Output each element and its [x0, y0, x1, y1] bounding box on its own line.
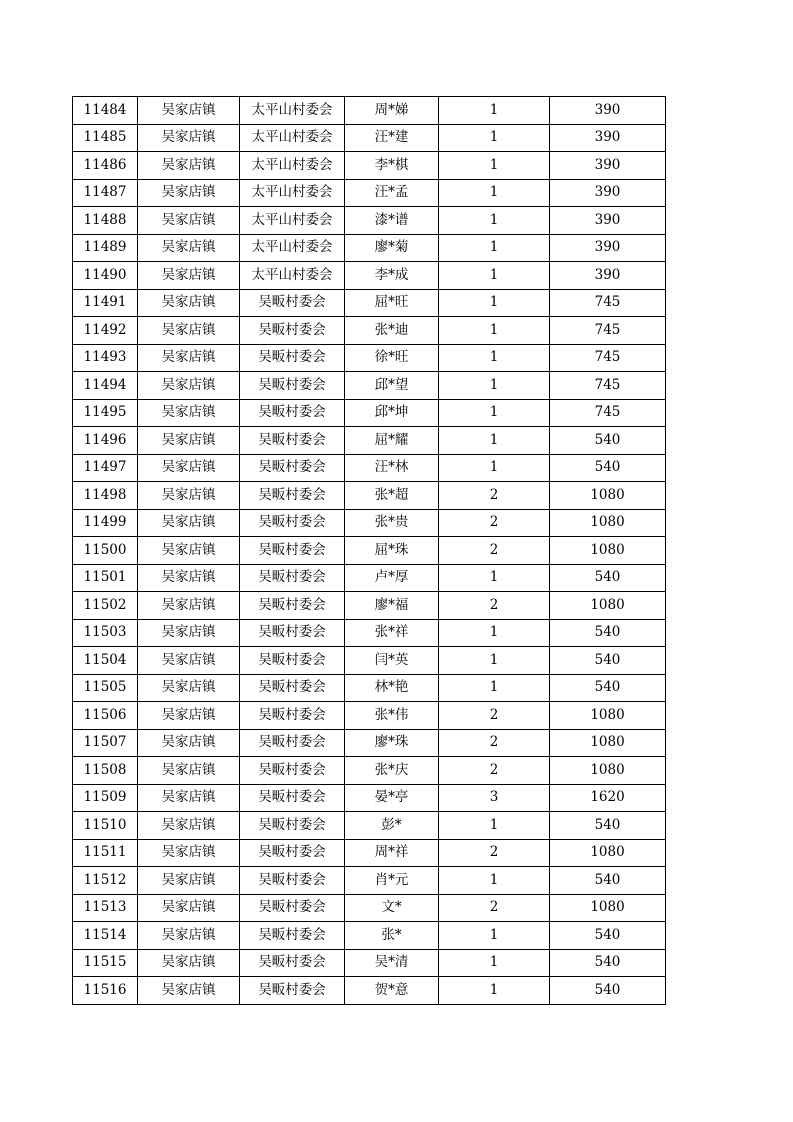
- row-id-cell: 11515: [73, 949, 138, 977]
- row-id-cell: 11488: [73, 207, 138, 235]
- row-id-cell: 11495: [73, 399, 138, 427]
- town-cell: 吴家店镇: [138, 207, 240, 235]
- village-cell: 吴畈村委会: [240, 674, 345, 702]
- village-cell: 吴畈村委会: [240, 784, 345, 812]
- table-row: [73, 399, 666, 427]
- town-cell: 吴家店镇: [138, 234, 240, 262]
- town-cell: 吴家店镇: [138, 784, 240, 812]
- village-cell: 太平山村委会: [240, 234, 345, 262]
- name-cell: 廖*菊: [345, 234, 439, 262]
- town-cell: 吴家店镇: [138, 179, 240, 207]
- count-cell: 2: [439, 702, 550, 730]
- amount-cell: 390: [550, 152, 666, 180]
- name-cell: 徐*旺: [345, 344, 439, 372]
- town-cell: 吴家店镇: [138, 399, 240, 427]
- count-cell: 1: [439, 867, 550, 895]
- name-cell: 张*超: [345, 482, 439, 510]
- count-cell: 1: [439, 619, 550, 647]
- name-cell: 屈*旺: [345, 289, 439, 317]
- town-cell: 吴家店镇: [138, 757, 240, 785]
- name-cell: 吴*清: [345, 949, 439, 977]
- table-row: [73, 757, 666, 785]
- town-cell: 吴家店镇: [138, 124, 240, 152]
- amount-cell: 390: [550, 124, 666, 152]
- town-cell: 吴家店镇: [138, 619, 240, 647]
- table-row: [73, 124, 666, 152]
- village-cell: 吴畈村委会: [240, 894, 345, 922]
- count-cell: 2: [439, 482, 550, 510]
- amount-cell: 1080: [550, 757, 666, 785]
- amount-cell: 1080: [550, 894, 666, 922]
- row-id-cell: 11512: [73, 867, 138, 895]
- town-cell: 吴家店镇: [138, 344, 240, 372]
- name-cell: 张*: [345, 922, 439, 950]
- town-cell: 吴家店镇: [138, 839, 240, 867]
- village-cell: 太平山村委会: [240, 152, 345, 180]
- row-id-cell: 11513: [73, 894, 138, 922]
- village-cell: 吴畈村委会: [240, 922, 345, 950]
- table-row: [73, 509, 666, 537]
- row-id-cell: 11499: [73, 509, 138, 537]
- village-cell: 吴畈村委会: [240, 949, 345, 977]
- row-id-cell: 11492: [73, 317, 138, 345]
- row-id-cell: 11501: [73, 564, 138, 592]
- table-row: [73, 592, 666, 620]
- table-row: [73, 152, 666, 180]
- town-cell: 吴家店镇: [138, 509, 240, 537]
- name-cell: 张*贵: [345, 509, 439, 537]
- village-cell: 太平山村委会: [240, 179, 345, 207]
- count-cell: 1: [439, 454, 550, 482]
- name-cell: 李*成: [345, 262, 439, 290]
- count-cell: 1: [439, 124, 550, 152]
- amount-cell: 540: [550, 674, 666, 702]
- town-cell: 吴家店镇: [138, 812, 240, 840]
- count-cell: 1: [439, 399, 550, 427]
- village-cell: 吴畈村委会: [240, 702, 345, 730]
- records-table-body: [73, 97, 666, 1005]
- count-cell: 1: [439, 564, 550, 592]
- row-id-cell: 11516: [73, 977, 138, 1005]
- town-cell: 吴家店镇: [138, 922, 240, 950]
- village-cell: 吴畈村委会: [240, 509, 345, 537]
- table-row: [73, 564, 666, 592]
- name-cell: 闫*英: [345, 647, 439, 675]
- row-id-cell: 11489: [73, 234, 138, 262]
- village-cell: 吴畈村委会: [240, 839, 345, 867]
- village-cell: 吴畈村委会: [240, 977, 345, 1005]
- table-row: [73, 674, 666, 702]
- count-cell: 2: [439, 537, 550, 565]
- amount-cell: 540: [550, 949, 666, 977]
- count-cell: 1: [439, 317, 550, 345]
- town-cell: 吴家店镇: [138, 647, 240, 675]
- village-cell: 吴畈村委会: [240, 592, 345, 620]
- amount-cell: 1080: [550, 702, 666, 730]
- count-cell: 2: [439, 839, 550, 867]
- table-row: [73, 427, 666, 455]
- amount-cell: 540: [550, 454, 666, 482]
- count-cell: 2: [439, 729, 550, 757]
- table-row: [73, 894, 666, 922]
- village-cell: 吴畈村委会: [240, 537, 345, 565]
- name-cell: 邱*坤: [345, 399, 439, 427]
- village-cell: 吴畈村委会: [240, 317, 345, 345]
- name-cell: 周*娣: [345, 97, 439, 125]
- row-id-cell: 11507: [73, 729, 138, 757]
- name-cell: 张*伟: [345, 702, 439, 730]
- town-cell: 吴家店镇: [138, 372, 240, 400]
- amount-cell: 745: [550, 289, 666, 317]
- count-cell: 1: [439, 289, 550, 317]
- table-row: [73, 289, 666, 317]
- table-row: [73, 729, 666, 757]
- table-row: [73, 179, 666, 207]
- name-cell: 彭*: [345, 812, 439, 840]
- name-cell: 汪*建: [345, 124, 439, 152]
- row-id-cell: 11504: [73, 647, 138, 675]
- name-cell: 晏*亭: [345, 784, 439, 812]
- amount-cell: 1620: [550, 784, 666, 812]
- village-cell: 太平山村委会: [240, 207, 345, 235]
- town-cell: 吴家店镇: [138, 97, 240, 125]
- name-cell: 张*祥: [345, 619, 439, 647]
- amount-cell: 1080: [550, 537, 666, 565]
- amount-cell: 390: [550, 179, 666, 207]
- village-cell: 太平山村委会: [240, 124, 345, 152]
- row-id-cell: 11497: [73, 454, 138, 482]
- amount-cell: 390: [550, 234, 666, 262]
- town-cell: 吴家店镇: [138, 702, 240, 730]
- table-row: [73, 537, 666, 565]
- amount-cell: 745: [550, 372, 666, 400]
- row-id-cell: 11498: [73, 482, 138, 510]
- table-row: [73, 812, 666, 840]
- amount-cell: 1080: [550, 592, 666, 620]
- name-cell: 张*庆: [345, 757, 439, 785]
- count-cell: 1: [439, 949, 550, 977]
- row-id-cell: 11485: [73, 124, 138, 152]
- records-table: [72, 96, 666, 1005]
- town-cell: 吴家店镇: [138, 564, 240, 592]
- name-cell: 文*: [345, 894, 439, 922]
- name-cell: 卢*厚: [345, 564, 439, 592]
- count-cell: 2: [439, 509, 550, 537]
- village-cell: 吴畈村委会: [240, 399, 345, 427]
- name-cell: 邱*望: [345, 372, 439, 400]
- amount-cell: 540: [550, 977, 666, 1005]
- village-cell: 太平山村委会: [240, 262, 345, 290]
- table-row: [73, 949, 666, 977]
- count-cell: 1: [439, 647, 550, 675]
- amount-cell: 1080: [550, 482, 666, 510]
- row-id-cell: 11510: [73, 812, 138, 840]
- village-cell: 吴畈村委会: [240, 647, 345, 675]
- table-row: [73, 454, 666, 482]
- name-cell: 林*艳: [345, 674, 439, 702]
- town-cell: 吴家店镇: [138, 674, 240, 702]
- table-row: [73, 922, 666, 950]
- town-cell: 吴家店镇: [138, 949, 240, 977]
- table-row: [73, 482, 666, 510]
- count-cell: 1: [439, 234, 550, 262]
- village-cell: 吴畈村委会: [240, 619, 345, 647]
- name-cell: 廖*福: [345, 592, 439, 620]
- table-row: [73, 262, 666, 290]
- row-id-cell: 11509: [73, 784, 138, 812]
- row-id-cell: 11491: [73, 289, 138, 317]
- amount-cell: 540: [550, 564, 666, 592]
- count-cell: 2: [439, 894, 550, 922]
- village-cell: 吴畈村委会: [240, 867, 345, 895]
- village-cell: 吴畈村委会: [240, 812, 345, 840]
- row-id-cell: 11503: [73, 619, 138, 647]
- row-id-cell: 11493: [73, 344, 138, 372]
- amount-cell: 540: [550, 427, 666, 455]
- name-cell: 张*迪: [345, 317, 439, 345]
- table-row: [73, 784, 666, 812]
- amount-cell: 1080: [550, 839, 666, 867]
- count-cell: 2: [439, 592, 550, 620]
- count-cell: 1: [439, 372, 550, 400]
- table-row: [73, 977, 666, 1005]
- table-row: [73, 344, 666, 372]
- row-id-cell: 11490: [73, 262, 138, 290]
- table-row: [73, 372, 666, 400]
- count-cell: 1: [439, 977, 550, 1005]
- amount-cell: 540: [550, 619, 666, 647]
- name-cell: 汪*孟: [345, 179, 439, 207]
- village-cell: 吴畈村委会: [240, 729, 345, 757]
- amount-cell: 745: [550, 344, 666, 372]
- town-cell: 吴家店镇: [138, 894, 240, 922]
- row-id-cell: 11484: [73, 97, 138, 125]
- table-row: [73, 867, 666, 895]
- village-cell: 太平山村委会: [240, 97, 345, 125]
- name-cell: 漆*谱: [345, 207, 439, 235]
- village-cell: 吴畈村委会: [240, 482, 345, 510]
- count-cell: 1: [439, 674, 550, 702]
- village-cell: 吴畈村委会: [240, 427, 345, 455]
- amount-cell: 1080: [550, 729, 666, 757]
- row-id-cell: 11511: [73, 839, 138, 867]
- amount-cell: 745: [550, 317, 666, 345]
- count-cell: 2: [439, 757, 550, 785]
- table-row: [73, 207, 666, 235]
- row-id-cell: 11487: [73, 179, 138, 207]
- town-cell: 吴家店镇: [138, 977, 240, 1005]
- amount-cell: 540: [550, 922, 666, 950]
- count-cell: 3: [439, 784, 550, 812]
- table-row: [73, 234, 666, 262]
- table-row: [73, 619, 666, 647]
- amount-cell: 540: [550, 647, 666, 675]
- row-id-cell: 11514: [73, 922, 138, 950]
- row-id-cell: 11506: [73, 702, 138, 730]
- row-id-cell: 11505: [73, 674, 138, 702]
- village-cell: 吴畈村委会: [240, 344, 345, 372]
- count-cell: 1: [439, 427, 550, 455]
- table-row: [73, 97, 666, 125]
- amount-cell: 540: [550, 812, 666, 840]
- amount-cell: 390: [550, 207, 666, 235]
- amount-cell: 390: [550, 262, 666, 290]
- table-row: [73, 647, 666, 675]
- count-cell: 1: [439, 97, 550, 125]
- amount-cell: 390: [550, 97, 666, 125]
- count-cell: 1: [439, 262, 550, 290]
- name-cell: 贺*意: [345, 977, 439, 1005]
- town-cell: 吴家店镇: [138, 482, 240, 510]
- town-cell: 吴家店镇: [138, 427, 240, 455]
- name-cell: 廖*珠: [345, 729, 439, 757]
- row-id-cell: 11486: [73, 152, 138, 180]
- count-cell: 1: [439, 152, 550, 180]
- count-cell: 1: [439, 207, 550, 235]
- row-id-cell: 11508: [73, 757, 138, 785]
- town-cell: 吴家店镇: [138, 262, 240, 290]
- row-id-cell: 11496: [73, 427, 138, 455]
- table-row: [73, 839, 666, 867]
- town-cell: 吴家店镇: [138, 454, 240, 482]
- amount-cell: 1080: [550, 509, 666, 537]
- village-cell: 吴畈村委会: [240, 289, 345, 317]
- count-cell: 1: [439, 922, 550, 950]
- name-cell: 屈*耀: [345, 427, 439, 455]
- town-cell: 吴家店镇: [138, 317, 240, 345]
- village-cell: 吴畈村委会: [240, 757, 345, 785]
- row-id-cell: 11494: [73, 372, 138, 400]
- village-cell: 吴畈村委会: [240, 454, 345, 482]
- village-cell: 吴畈村委会: [240, 564, 345, 592]
- town-cell: 吴家店镇: [138, 867, 240, 895]
- count-cell: 1: [439, 812, 550, 840]
- table-row: [73, 702, 666, 730]
- town-cell: 吴家店镇: [138, 537, 240, 565]
- count-cell: 1: [439, 344, 550, 372]
- row-id-cell: 11502: [73, 592, 138, 620]
- row-id-cell: 11500: [73, 537, 138, 565]
- amount-cell: 745: [550, 399, 666, 427]
- village-cell: 吴畈村委会: [240, 372, 345, 400]
- name-cell: 周*祥: [345, 839, 439, 867]
- town-cell: 吴家店镇: [138, 729, 240, 757]
- count-cell: 1: [439, 179, 550, 207]
- table-row: [73, 317, 666, 345]
- name-cell: 肖*元: [345, 867, 439, 895]
- town-cell: 吴家店镇: [138, 592, 240, 620]
- town-cell: 吴家店镇: [138, 152, 240, 180]
- amount-cell: 540: [550, 867, 666, 895]
- name-cell: 李*棋: [345, 152, 439, 180]
- town-cell: 吴家店镇: [138, 289, 240, 317]
- name-cell: 汪*林: [345, 454, 439, 482]
- name-cell: 屈*珠: [345, 537, 439, 565]
